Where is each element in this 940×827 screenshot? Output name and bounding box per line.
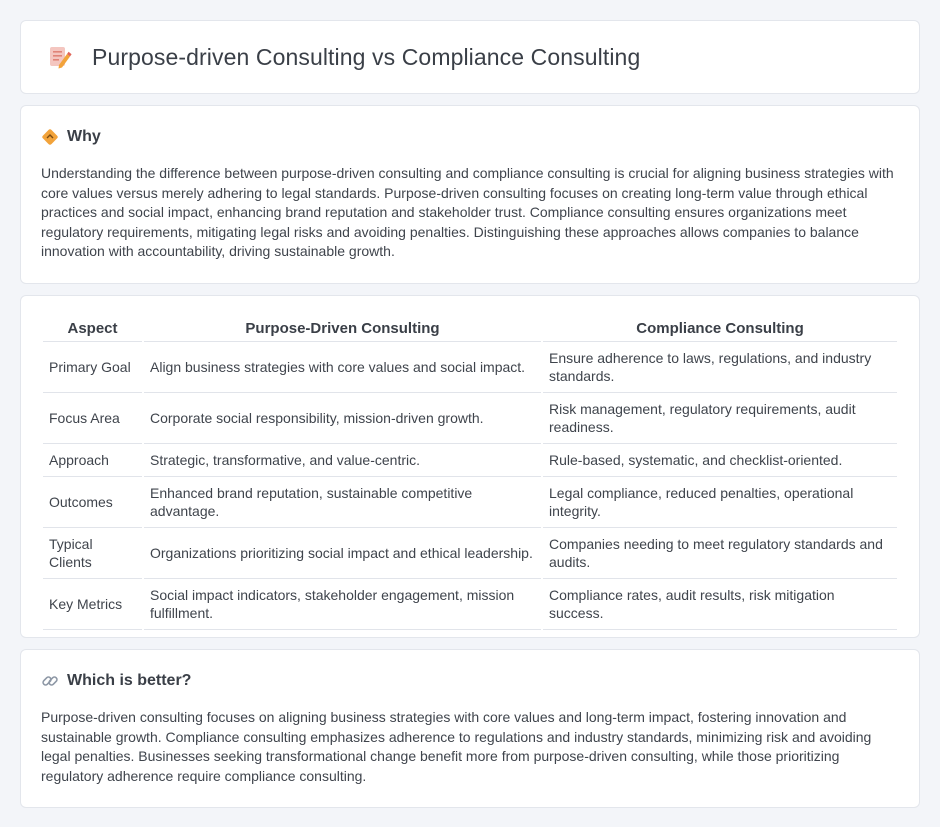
- compliance-cell: Ensure adherence to laws, regulations, and industry standards.: [543, 342, 897, 393]
- aspect-cell: Key Metrics: [43, 579, 142, 630]
- compliance-cell: Companies needing to meet regulatory standards and audits.: [543, 528, 897, 579]
- compliance-cell: Rule-based, systematic, and checklist-oriented.: [543, 444, 897, 477]
- better-body: Purpose-driven consulting focuses on aligning business strategies with core values and long-term impact, fostering innovation and sustainable growth. Compliance consulting emphasizes adherence to regulations and industry standards, minimizing risk and avoiding legal penalties. Businesses seeking transformational change benefit more from purpose-driven consulting, while those prioritizing regulatory adherence require compliance consulting.: [41, 709, 872, 784]
- purpose-cell: Enhanced brand reputation, sustainable competitive advantage.: [144, 477, 541, 528]
- table-row: [43, 393, 897, 444]
- link-icon: [41, 672, 59, 690]
- purpose-cell: Strategic, transformative, and value-centric.: [144, 444, 541, 477]
- header-compliance: Compliance Consulting: [543, 316, 897, 342]
- comparison-table: [41, 316, 899, 630]
- header-aspect: Aspect: [43, 316, 142, 342]
- purpose-cell: Social impact indicators, stakeholder engagement, mission fulfillment.: [144, 579, 541, 630]
- compliance-cell: Legal compliance, reduced penalties, operational integrity.: [543, 477, 897, 528]
- better-heading: Which is better?: [67, 672, 192, 689]
- compliance-cell: Compliance rates, audit results, risk mitigation success.: [543, 579, 897, 630]
- table-row: [43, 477, 897, 528]
- document-pencil-icon: [45, 43, 73, 71]
- purpose-cell: Corporate social responsibility, mission-driven growth.: [144, 393, 541, 444]
- diamond-sign-icon: [41, 128, 59, 146]
- purpose-cell: Organizations prioritizing social impact and ethical leadership.: [144, 528, 541, 579]
- why-heading: Why: [67, 128, 101, 145]
- aspect-cell: Primary Goal: [43, 342, 142, 393]
- aspect-cell: Typical Clients: [43, 528, 142, 579]
- table-row: [43, 579, 897, 630]
- aspect-cell: Focus Area: [43, 393, 142, 444]
- page-title: Purpose-driven Consulting vs Compliance Consulting: [92, 43, 641, 70]
- table-row: [43, 528, 897, 579]
- header-purpose-driven: Purpose-Driven Consulting: [144, 316, 541, 342]
- aspect-cell: Outcomes: [43, 477, 142, 528]
- compliance-cell: Risk management, regulatory requirements, audit readiness.: [543, 393, 897, 444]
- table-row: [43, 444, 897, 477]
- purpose-cell: Align business strategies with core values and social impact.: [144, 342, 541, 393]
- table-header-row: [43, 316, 897, 342]
- better-section: [20, 649, 920, 808]
- why-body: Understanding the difference between purpose-driven consulting and compliance consulting is crucial for aligning business strategies with core values versus merely adhering to legal standards. Purpose-driven consulting focuses on creating long-term value through ethical practices and social impact, enhancing brand reputation and stakeholder trust. Compliance consulting ensures organizations meet regulatory requirements, mitigating legal risks and avoiding penalties. Distinguishing these approaches allows companies to balance innovation with accountability, driving sustainable growth.: [41, 165, 894, 260]
- table-row: [43, 342, 897, 393]
- title-card: [20, 20, 920, 94]
- aspect-cell: Approach: [43, 444, 142, 477]
- why-section: [20, 105, 920, 284]
- comparison-section: [20, 295, 920, 638]
